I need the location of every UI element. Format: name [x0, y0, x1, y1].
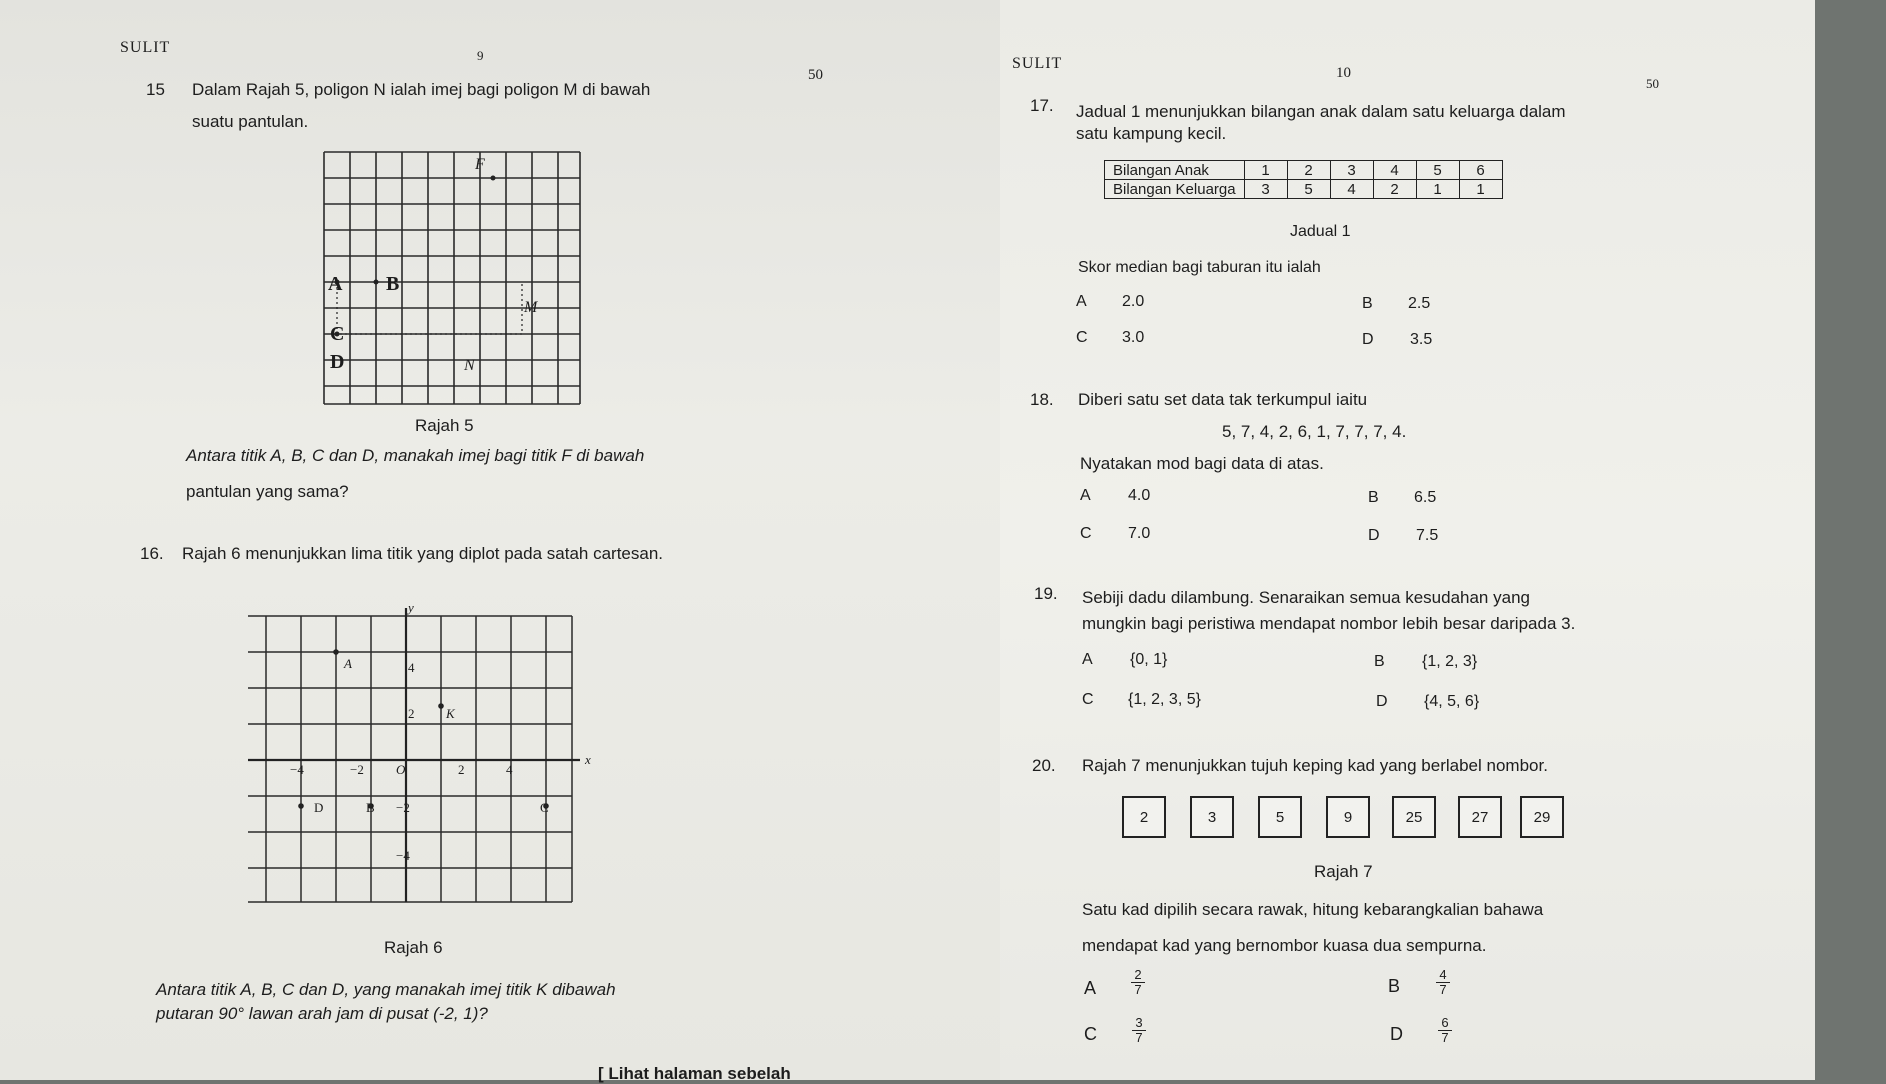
table-cell: 6	[1459, 161, 1502, 180]
table-cell: 4	[1373, 161, 1416, 180]
left-header-dot: 9	[477, 48, 484, 63]
q17-number: 17.	[1030, 96, 1054, 115]
q15-question-line2: pantulan yang sama?	[186, 482, 349, 501]
fraction-numerator: 3	[1132, 1016, 1146, 1031]
label-k: K	[446, 706, 455, 721]
q16-question-line1: Antara titik A, B, C dan D, yang manakah imej titik K dibawah	[156, 980, 616, 999]
tick-y-2: 2	[408, 706, 415, 721]
q18-option-c-letter: C	[1080, 525, 1092, 542]
q20-option-c-letter: C	[1084, 1024, 1097, 1044]
rajah5-grid	[322, 150, 582, 410]
q19-option-b-letter: B	[1374, 653, 1385, 670]
rajah7-caption: Rajah 7	[1314, 862, 1373, 881]
q17-option-b: 2.5	[1408, 295, 1431, 312]
label-m: M	[524, 299, 538, 316]
rajah6-caption: Rajah 6	[384, 938, 443, 957]
fraction-numerator: 4	[1436, 968, 1450, 983]
fraction-denominator: 7	[1135, 1030, 1143, 1046]
q17-option-c: 3.0	[1122, 329, 1145, 346]
q19-number: 19.	[1034, 584, 1058, 603]
table-cell: 3	[1244, 180, 1287, 199]
card-3: 3	[1190, 796, 1234, 838]
table-cell: 1	[1459, 180, 1502, 199]
fraction-denominator: 7	[1134, 982, 1142, 998]
card-25: 25	[1392, 796, 1436, 838]
table-cell: 4	[1330, 180, 1373, 199]
q19-option-d: {4, 5, 6}	[1424, 693, 1480, 710]
label-a: A	[328, 273, 343, 295]
point-b	[374, 280, 379, 285]
q16-number: 16.	[140, 544, 164, 563]
q19-line2: mungkin bagi peristiwa mendapat nombor lebih besar daripada 3.	[1082, 614, 1576, 633]
table-cell: 2	[1373, 180, 1416, 199]
q18-line1: Diberi satu set data tak terkumpul iaitu	[1078, 390, 1368, 409]
table-cell: 5	[1287, 180, 1330, 199]
rajah6-cartesian-grid	[246, 604, 586, 914]
label-f: F	[475, 156, 485, 173]
q19-option-c: {1, 2, 3, 5}	[1128, 691, 1201, 708]
q17-question: Skor median bagi taburan itu ialah	[1078, 259, 1321, 276]
row2-label: Bilangan Keluarga	[1105, 180, 1245, 199]
label-a: A	[344, 656, 352, 671]
table-cell: 3	[1330, 161, 1373, 180]
q15-line2: suatu pantulan.	[192, 112, 309, 131]
point-d	[298, 803, 304, 809]
q17-line2: satu kampung kecil.	[1076, 124, 1227, 143]
q20-option-b-fraction	[1436, 968, 1450, 998]
tick-x-neg4: −4	[290, 762, 304, 777]
q20-intro: Rajah 7 menunjukkan tujuh keping kad yang berlabel nombor.	[1082, 756, 1548, 775]
q19-option-c-letter: C	[1082, 691, 1094, 708]
label-c: C	[540, 800, 549, 815]
q15-line1: Dalam Rajah 5, poligon N ialah imej bagi poligon M di bawah	[192, 80, 651, 99]
right-header-code: 50	[1646, 76, 1659, 91]
tick-x-neg2: −2	[350, 762, 364, 777]
q17-line1: Jadual 1 menunjukkan bilangan anak dalam satu keluarga dalam	[1076, 102, 1566, 121]
q18-option-a-letter: A	[1080, 487, 1091, 504]
label-c: C	[330, 323, 345, 345]
q18-option-c: 7.0	[1128, 525, 1151, 542]
table-cell: 1	[1244, 161, 1287, 180]
q20-number: 20.	[1032, 756, 1056, 775]
right-header-page: 10	[1336, 65, 1351, 81]
q20-option-d-letter: D	[1390, 1024, 1403, 1044]
fraction-numerator: 2	[1131, 968, 1145, 983]
tick-y-neg4: −4	[396, 848, 410, 863]
label-b: B	[366, 800, 375, 815]
card-2: 2	[1122, 796, 1166, 838]
fraction-denominator: 7	[1439, 982, 1447, 998]
q19-option-b: {1, 2, 3}	[1422, 653, 1478, 670]
q20-question-line1: Satu kad dipilih secara rawak, hitung kebarangkalian bahawa	[1082, 900, 1544, 919]
q17-option-d-letter: D	[1362, 331, 1374, 348]
label-b: B	[386, 273, 400, 295]
q20-option-a-fraction	[1131, 968, 1145, 998]
tick-y-4: 4	[408, 660, 415, 675]
q19-option-a: {0, 1}	[1130, 651, 1168, 668]
table-row	[1105, 180, 1503, 199]
q18-option-b: 6.5	[1414, 489, 1437, 506]
q16-intro: Rajah 6 menunjukkan lima titik yang diplot pada satah cartesan.	[182, 544, 664, 563]
q20-option-c-fraction	[1132, 1016, 1146, 1046]
q15-question-line1: Antara titik A, B, C dan D, manakah imej bagi titik F di bawah	[186, 446, 645, 465]
point-f	[491, 176, 496, 181]
q17-option-b-letter: B	[1362, 295, 1373, 312]
q18-option-d-letter: D	[1368, 527, 1380, 544]
table-row	[1105, 161, 1503, 180]
q20-option-a-letter: A	[1084, 978, 1097, 998]
label-d: D	[314, 800, 324, 815]
q17-option-d: 3.5	[1410, 331, 1433, 348]
q20-option-d-fraction	[1438, 1016, 1452, 1046]
table-cell: 2	[1287, 161, 1330, 180]
q18-option-b-letter: B	[1368, 489, 1379, 506]
table-cell: 5	[1416, 161, 1459, 180]
row1-label: Bilangan Anak	[1105, 161, 1245, 180]
axis-x-label: x	[585, 752, 591, 767]
card-9: 9	[1326, 796, 1370, 838]
rajah5-caption: Rajah 5	[415, 416, 474, 435]
q19-option-d-letter: D	[1376, 693, 1388, 710]
q20-option-b-letter: B	[1388, 976, 1401, 996]
tick-x-origin: O	[396, 762, 406, 777]
left-header-sulit: SULIT	[120, 39, 171, 56]
label-n: N	[464, 357, 475, 374]
q18-option-d: 7.5	[1416, 527, 1439, 544]
q18-data: 5, 7, 4, 2, 6, 1, 7, 7, 7, 4.	[1222, 422, 1407, 441]
card-27: 27	[1458, 796, 1502, 838]
point-a	[333, 649, 339, 655]
axis-y-label: y	[408, 600, 414, 615]
right-header-sulit: SULIT	[1012, 55, 1063, 72]
q18-question: Nyatakan mod bagi data di atas.	[1080, 454, 1324, 473]
fraction-numerator: 6	[1438, 1016, 1452, 1031]
footer-turn-page: [ Lihat halaman sebelah	[598, 1064, 791, 1083]
q15-number: 15	[146, 80, 165, 99]
q19-line1: Sebiji dadu dilambung. Senaraikan semua kesudahan yang	[1082, 588, 1530, 607]
q20-question-line2: mendapat kad yang bernombor kuasa dua sempurna.	[1082, 936, 1487, 955]
q18-number: 18.	[1030, 390, 1054, 409]
jadual1-table	[1104, 160, 1503, 199]
label-d: D	[330, 351, 345, 373]
q17-option-c-letter: C	[1076, 329, 1088, 346]
tick-y-neg2: −2	[396, 800, 410, 815]
q16-question-line2: putaran 90° lawan arah jam di pusat (-2, 1)?	[156, 1004, 488, 1023]
q17-option-a-letter: A	[1076, 293, 1087, 310]
q19-option-a-letter: A	[1082, 651, 1093, 668]
tick-x-4: 4	[506, 762, 513, 777]
point-k	[438, 703, 444, 709]
tick-x-2: 2	[458, 762, 465, 777]
q18-option-a: 4.0	[1128, 487, 1151, 504]
card-29: 29	[1520, 796, 1564, 838]
q17-option-a: 2.0	[1122, 293, 1145, 310]
card-5: 5	[1258, 796, 1302, 838]
jadual1-caption: Jadual 1	[1290, 223, 1351, 240]
left-header-code: 50	[808, 67, 823, 83]
table-cell: 1	[1416, 180, 1459, 199]
fraction-denominator: 7	[1441, 1030, 1449, 1046]
